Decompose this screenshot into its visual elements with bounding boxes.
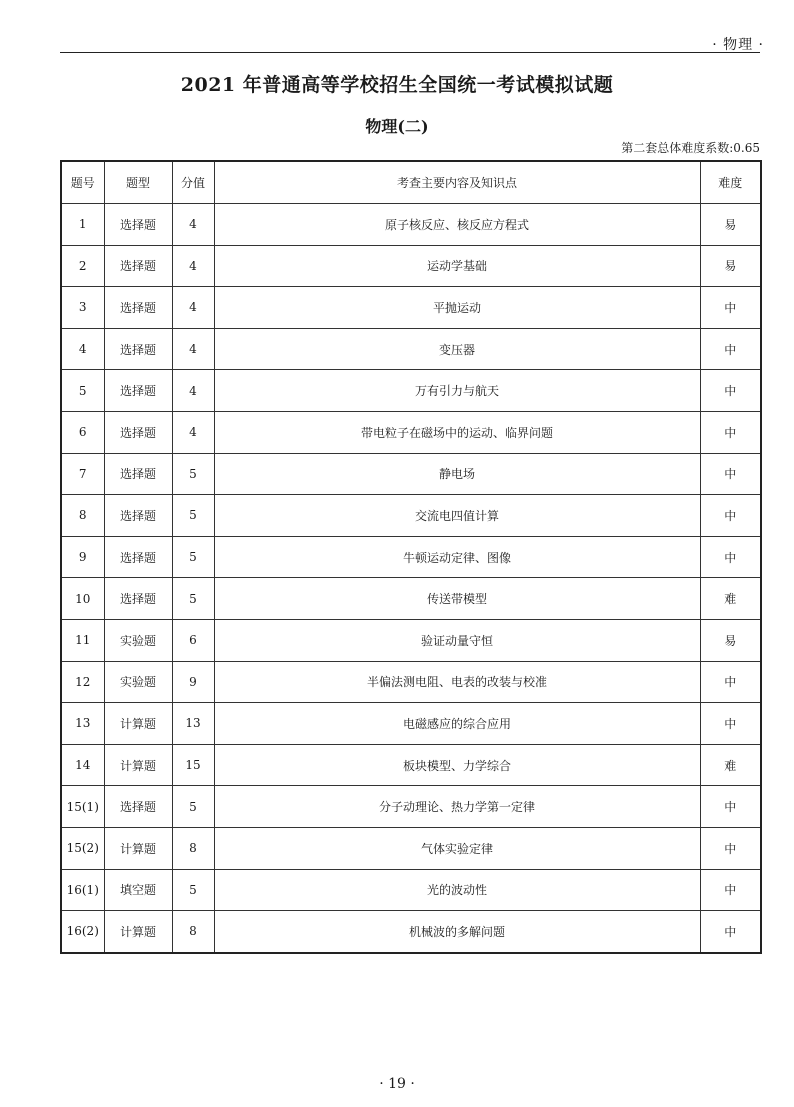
cell-score: 5 [172, 536, 214, 578]
cell-score: 4 [172, 287, 214, 329]
cell-difficulty: 中 [700, 370, 761, 412]
cell-score: 5 [172, 786, 214, 828]
table-row [61, 703, 761, 745]
cell-difficulty: 难 [700, 578, 761, 620]
cell-question-type: 实验题 [104, 661, 172, 703]
cell-question-no: 13 [61, 703, 104, 745]
cell-topic: 分子动理论、热力学第一定律 [214, 786, 700, 828]
cell-question-no: 5 [61, 370, 104, 412]
cell-difficulty: 中 [700, 827, 761, 869]
cell-question-no: 7 [61, 453, 104, 495]
cell-score: 9 [172, 661, 214, 703]
cell-score: 15 [172, 744, 214, 786]
cell-topic: 验证动量守恒 [214, 619, 700, 661]
cell-topic: 万有引力与航天 [214, 370, 700, 412]
cell-topic: 机械波的多解问题 [214, 911, 700, 953]
cell-difficulty: 中 [700, 453, 761, 495]
cell-question-no: 10 [61, 578, 104, 620]
cell-question-type: 选择题 [104, 287, 172, 329]
header-question-type: 题型 [104, 161, 172, 204]
cell-difficulty: 中 [700, 287, 761, 329]
header-difficulty: 难度 [700, 161, 761, 204]
cell-question-no: 16(1) [61, 869, 104, 911]
cell-question-no: 14 [61, 744, 104, 786]
page-number: · 19 · [379, 1076, 415, 1092]
cell-question-no: 15(1) [61, 786, 104, 828]
cell-question-type: 计算题 [104, 827, 172, 869]
cell-topic: 原子核反应、核反应方程式 [214, 204, 700, 246]
cell-question-type: 选择题 [104, 370, 172, 412]
header-topic: 考查主要内容及知识点 [214, 161, 700, 204]
cell-question-type: 计算题 [104, 911, 172, 953]
table-row [61, 536, 761, 578]
cell-score: 4 [172, 245, 214, 287]
cell-difficulty: 易 [700, 619, 761, 661]
cell-difficulty: 中 [700, 328, 761, 370]
cell-question-no: 3 [61, 287, 104, 329]
table-header-row [61, 161, 761, 204]
cell-score: 4 [172, 328, 214, 370]
cell-difficulty: 中 [700, 911, 761, 953]
cell-question-type: 选择题 [104, 328, 172, 370]
cell-question-no: 15(2) [61, 827, 104, 869]
cell-question-type: 计算题 [104, 703, 172, 745]
cell-topic: 传送带模型 [214, 578, 700, 620]
table-row [61, 245, 761, 287]
cell-question-type: 选择题 [104, 453, 172, 495]
cell-question-no: 2 [61, 245, 104, 287]
cell-question-type: 选择题 [104, 411, 172, 453]
header-score: 分值 [172, 161, 214, 204]
table-row [61, 661, 761, 703]
cell-question-no: 16(2) [61, 911, 104, 953]
table-body [61, 204, 761, 953]
table-row [61, 869, 761, 911]
cell-topic: 牛顿运动定律、图像 [214, 536, 700, 578]
cell-score: 5 [172, 453, 214, 495]
cell-question-type: 选择题 [104, 536, 172, 578]
cell-difficulty: 中 [700, 786, 761, 828]
cell-difficulty: 易 [700, 204, 761, 246]
cell-topic: 光的波动性 [214, 869, 700, 911]
cell-topic: 平抛运动 [214, 287, 700, 329]
table-row [61, 287, 761, 329]
cell-topic: 运动学基础 [214, 245, 700, 287]
cell-question-no: 11 [61, 619, 104, 661]
cell-question-type: 选择题 [104, 495, 172, 537]
cell-question-no: 1 [61, 204, 104, 246]
cell-topic: 板块模型、力学综合 [214, 744, 700, 786]
cell-score: 13 [172, 703, 214, 745]
table-row [61, 578, 761, 620]
table-row [61, 411, 761, 453]
cell-difficulty: 难 [700, 744, 761, 786]
cell-score: 8 [172, 911, 214, 953]
cell-topic: 交流电四值计算 [214, 495, 700, 537]
cell-difficulty: 中 [700, 495, 761, 537]
table-row [61, 911, 761, 953]
cell-score: 5 [172, 495, 214, 537]
cell-score: 5 [172, 578, 214, 620]
subject-label: · 物理 · [712, 37, 764, 53]
cell-topic: 电磁感应的综合应用 [214, 703, 700, 745]
cell-topic: 气体实验定律 [214, 827, 700, 869]
page-title: 2021 年普通高等学校招生全国统一考试模拟试题 [180, 74, 614, 96]
cell-topic: 变压器 [214, 328, 700, 370]
cell-difficulty: 易 [700, 245, 761, 287]
cell-question-type: 选择题 [104, 786, 172, 828]
header-question-no: 题号 [61, 161, 104, 204]
exam-spec-table [60, 160, 762, 954]
cell-question-type: 选择题 [104, 245, 172, 287]
cell-topic: 带电粒子在磁场中的运动、临界问题 [214, 411, 700, 453]
cell-difficulty: 中 [700, 536, 761, 578]
cell-difficulty: 中 [700, 661, 761, 703]
table-row [61, 328, 761, 370]
difficulty-coefficient: 第二套总体难度系数:0.65 [621, 141, 760, 155]
table-row [61, 619, 761, 661]
table-row [61, 370, 761, 412]
cell-score: 4 [172, 370, 214, 412]
cell-topic: 半偏法测电阻、电表的改装与校准 [214, 661, 700, 703]
table-row [61, 495, 761, 537]
cell-score: 5 [172, 869, 214, 911]
table-row [61, 786, 761, 828]
cell-question-no: 8 [61, 495, 104, 537]
cell-question-type: 实验题 [104, 619, 172, 661]
cell-topic: 静电场 [214, 453, 700, 495]
cell-score: 4 [172, 411, 214, 453]
cell-question-no: 6 [61, 411, 104, 453]
table-row [61, 204, 761, 246]
table-row [61, 827, 761, 869]
cell-score: 4 [172, 204, 214, 246]
cell-difficulty: 中 [700, 869, 761, 911]
cell-question-no: 9 [61, 536, 104, 578]
cell-question-no: 4 [61, 328, 104, 370]
cell-question-type: 计算题 [104, 744, 172, 786]
cell-question-type: 选择题 [104, 204, 172, 246]
cell-score: 6 [172, 619, 214, 661]
cell-question-no: 12 [61, 661, 104, 703]
header-rule [60, 52, 760, 53]
cell-score: 8 [172, 827, 214, 869]
cell-question-type: 选择题 [104, 578, 172, 620]
cell-difficulty: 中 [700, 411, 761, 453]
cell-question-type: 填空题 [104, 869, 172, 911]
page-subtitle: 物理(二) [365, 117, 429, 136]
table-row [61, 453, 761, 495]
cell-difficulty: 中 [700, 703, 761, 745]
table-row [61, 744, 761, 786]
